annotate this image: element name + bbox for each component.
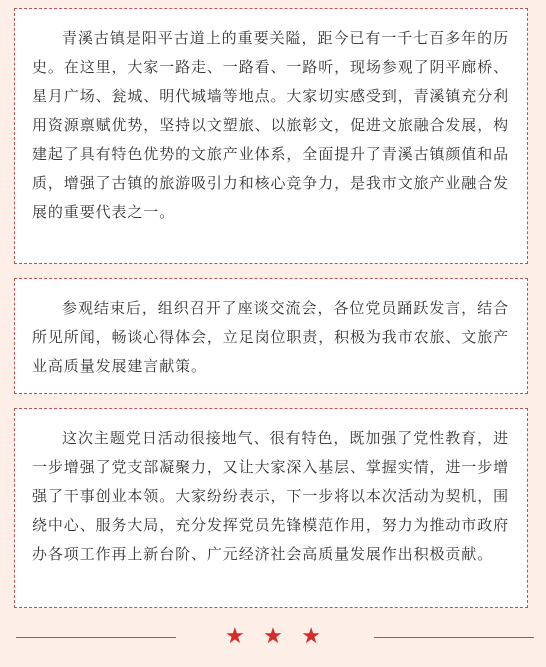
star-icon: ★ (263, 624, 283, 649)
footer-divider (0, 624, 546, 652)
star-group (225, 624, 321, 650)
text-card-1 (14, 8, 528, 264)
text-card-2 (14, 278, 528, 394)
paragraph-1: 青溪古镇是阳平古道上的重要关隘，距今已有一千七百多年的历史。在这里，大家一路走、一路看、一路听，现场参观了阴平廊桥、星月广场、瓮城、明代城墙等地点。大家切实感受到，青溪镇充分利用资源禀赋优势，坚持以文塑旅、以旅彰文，促进文旅融合发展，构建起了具有特色优势的文旅产业体系，全面提升了青溪古镇颜值和品质，增强了古镇的旅游吸引力和核心竞争力，是我市文旅产业融合发展的重要代表之一。 (32, 29, 510, 221)
divider-line-right (374, 637, 534, 638)
divider-line-left (16, 637, 176, 638)
star-icon: ★ (225, 624, 245, 649)
paragraph-3: 这次主题党日活动很接地气、很有特色，既加强了党性教育，进一步增强了党支部凝聚力，又让大家深入基层、掌握实情，进一步增强了干事创业本领。大家纷纷表示，下一步将以本次活动为契机，围绕中心、服务大局，充分发挥党员先锋模范作用，努力为推动市政府办各项工作再上新台阶、广元经济社会高质量发展作出积极贡献。 (32, 429, 510, 563)
star-icon: ★ (301, 624, 321, 649)
text-card-3 (14, 408, 528, 608)
paragraph-2: 参观结束后，组织召开了座谈交流会，各位党员踊跃发言，结合所见所闻，畅谈心得体会，立足岗位职责，积极为我市农旅、文旅产业高质量发展建言献策。 (32, 299, 510, 375)
